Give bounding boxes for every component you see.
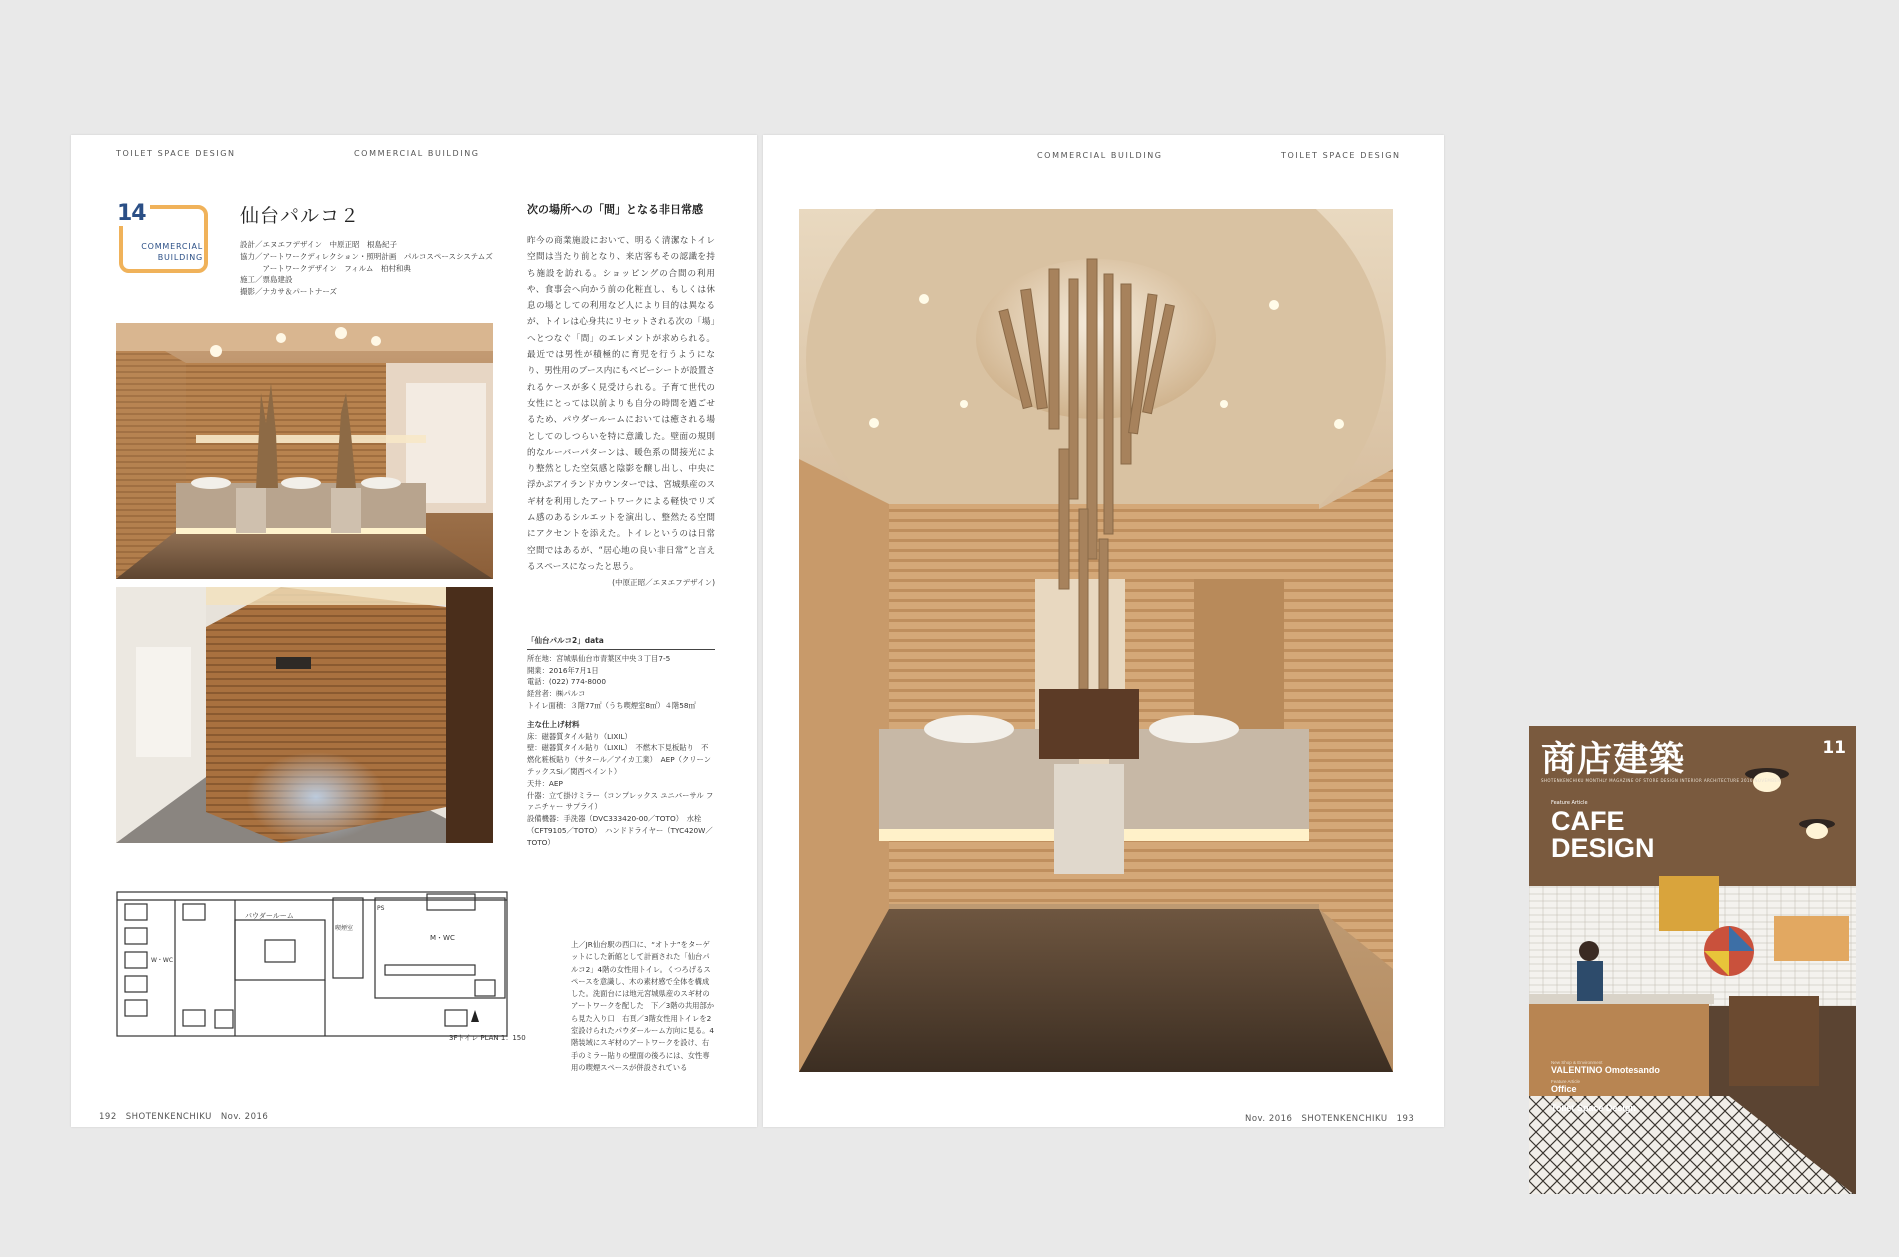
section-badge (113, 203, 213, 277)
cover-contents (1551, 1060, 1660, 1117)
materials-line: 天井：AEP (527, 778, 563, 788)
credit-line: 協力／アートワークディレクション・照明計画 パルコスペースシステムズ (240, 251, 493, 261)
essay-text: 昨今の商業施設において、明るく清潔なトイレ空間は当たり前となり、来店客もその認識を持ち施設を訪れる。ショッピングの合間の利用や、食事会へ向かう前の化粧直し、もしくは休息の場としての利用など人により目的は異なるが、トイレは心身共にリセットされる次の「場」へとつなぐ「間」のエレメントが求められる。最近では男性が積極的に育児を行うようになり、男性用のブース内にもベビーシートが設置されるケースが多く見受けられる。子育て世代の女性にとっては以前よりも自分の時間を過ごせるため、パウダールームにおいては癒される場としてのしつらいを特に意識した。壁面の規則的なルーバーパターンは、暖色系の間接光により整然とした空気感と陰影を醸し出し、中央に浮かぶアイランドカウンターでは、宮城県産のスギ材を利用したアートワークによる軽快でリズム感のあるシルエットを演出し、整然たる空間にアクセントを添えた。トイレというのは日常空間ではあるが、“居心地の良い非日常”と言えるスペースになったと思う。 (527, 236, 715, 572)
photo-entrance-image (116, 587, 493, 843)
credits (240, 239, 493, 298)
materials-line: 床：磁器質タイル貼り（LIXIL） (527, 731, 632, 741)
folio-right: Nov. 2016 SHOTENKENCHIKU 193 (1245, 1114, 1415, 1124)
cover-photo (1529, 726, 1856, 1194)
cover-subtitle: SHOTENKENCHIKU MONTHLY MAGAZINE OF STORE DESIGN INTERIOR ARCHITECTURE 2016 NOVEMBER (1541, 778, 1781, 783)
photo-powder-room (116, 323, 493, 579)
photo-caption: 上／JR仙台駅の西口に、“オトナ”をターゲットにした新館として計画された「仙台パルコ2」4階の女性用トイレ。くつろげるスペースを意識し、木の素材感で全体を構成した。洗面台には地元宮城県産のスギ材のアートワークを配した 下／3階の共用部から見た入り口 右頁／3階女性用トイレを2室設けられたパウダールーム方向に見る。4階装域にスギ材のアートワークを設け、右手のミラー貼りの壁面の後ろには、女性専用の喫煙スペースが併設されている (571, 940, 715, 1072)
folio-left: 192 SHOTENKENCHIKU Nov. 2016 (99, 1112, 269, 1122)
magazine-cover (1529, 726, 1856, 1194)
plan-room-wwc: W・WC (151, 957, 174, 964)
essay-heading: 次の場所への「間」となる非日常感 (527, 203, 703, 216)
materials-line: 壁：磁器質タイル貼り（LIXIL） 不燃木下見板貼り 不燃化粧板貼り（サタール／アイカ工業） AEP（クリーンテックスSi／関西ペイント） (527, 743, 711, 776)
essay-body (527, 233, 715, 592)
data-block (527, 635, 715, 849)
badge-label (141, 241, 203, 263)
plan-room-ps: PS (377, 905, 385, 912)
essay-signature: (中原正昭／エヌエフデザイン) (612, 578, 715, 588)
left-page (71, 135, 757, 1127)
article-title: 仙台パルコ２ (240, 205, 361, 227)
running-head-right: TOILET SPACE DESIGN (1281, 151, 1401, 160)
data-heading: 「仙台パルコ2」data (527, 635, 715, 650)
badge-label-line-1: COMMERCIAL (141, 242, 203, 251)
cover-line-label: New Shop & Environment (1551, 1060, 1603, 1065)
cover-line-title: VALENTINO Omotesando (1551, 1065, 1660, 1075)
photo-powder-room-image (116, 323, 493, 579)
badge-number: 14 (113, 201, 150, 226)
cover-line-title: Office (1551, 1084, 1577, 1094)
cover-line-title: Toilet Space Design (1551, 1103, 1636, 1113)
photo-full-page (799, 209, 1393, 1072)
cover-issue-number: 11 (1822, 738, 1846, 758)
running-head-left: COMMERCIAL BUILDING (1037, 151, 1163, 160)
cover-line-label: Special Feature (1551, 1098, 1583, 1103)
credit-line: アートワークデザイン フィルム 柏村和典 (240, 263, 411, 273)
cover-title: 商店建築 (1541, 739, 1686, 780)
data-line: 所在地：宮城県仙台市青葉区中央３丁目7-5 (527, 653, 671, 663)
photo-full-page-image (799, 209, 1393, 1072)
materials-line: 什器：立て掛けミラー（コンプレックス ユニバーサル ファニチャー サプライ） (527, 790, 714, 812)
credit-line: 設計／エヌエフデザイン 中原正昭 根島紀子 (240, 240, 397, 249)
materials-heading: 主な仕上げ材料 (527, 719, 580, 729)
plan-room-smoking: 喫煙室 (335, 925, 354, 932)
badge-label-line-2: BUILDING (157, 253, 203, 262)
data-line: トイレ面積：３階77㎡（うち喫煙室8㎡）４階58㎡ (527, 700, 696, 710)
data-line: 電話：(022) 774-8000 (527, 677, 606, 687)
materials-line: 設備機器：手洗器（DVC333420-00／TOTO） 水栓（CFT9105／TOTO） ハンドドライヤー（TYC420W／TOTO） (527, 814, 713, 847)
floor-plan (115, 890, 523, 1042)
plan-label: 3Fトイレ PLAN 1：150 (449, 1034, 526, 1042)
plan-room-mwc: M・WC (430, 934, 455, 942)
running-head-right: COMMERCIAL BUILDING (354, 149, 480, 158)
credit-line: 施工／票島建設 (240, 275, 293, 285)
cover-feature-title (1551, 808, 1655, 862)
running-head-left: TOILET SPACE DESIGN (116, 149, 236, 158)
cover-line-label: Feature Article (1551, 1079, 1581, 1084)
data-line: 経営者：㈱パルコ (527, 689, 586, 699)
plan-room-powder: パウダールーム (245, 912, 294, 920)
data-line: 開業：2016年7月1日 (527, 665, 599, 675)
photo-entrance (116, 587, 493, 843)
floor-plan-drawing (115, 890, 523, 1042)
cover-feature-title-line-1: CAFE (1551, 806, 1625, 836)
cover-feature-label: Feature Article (1551, 800, 1588, 806)
credit-line: 撮影／ナカサ＆パートナーズ (240, 287, 337, 297)
cover-feature-title-line-2: DESIGN (1551, 833, 1655, 863)
right-page (763, 135, 1444, 1127)
